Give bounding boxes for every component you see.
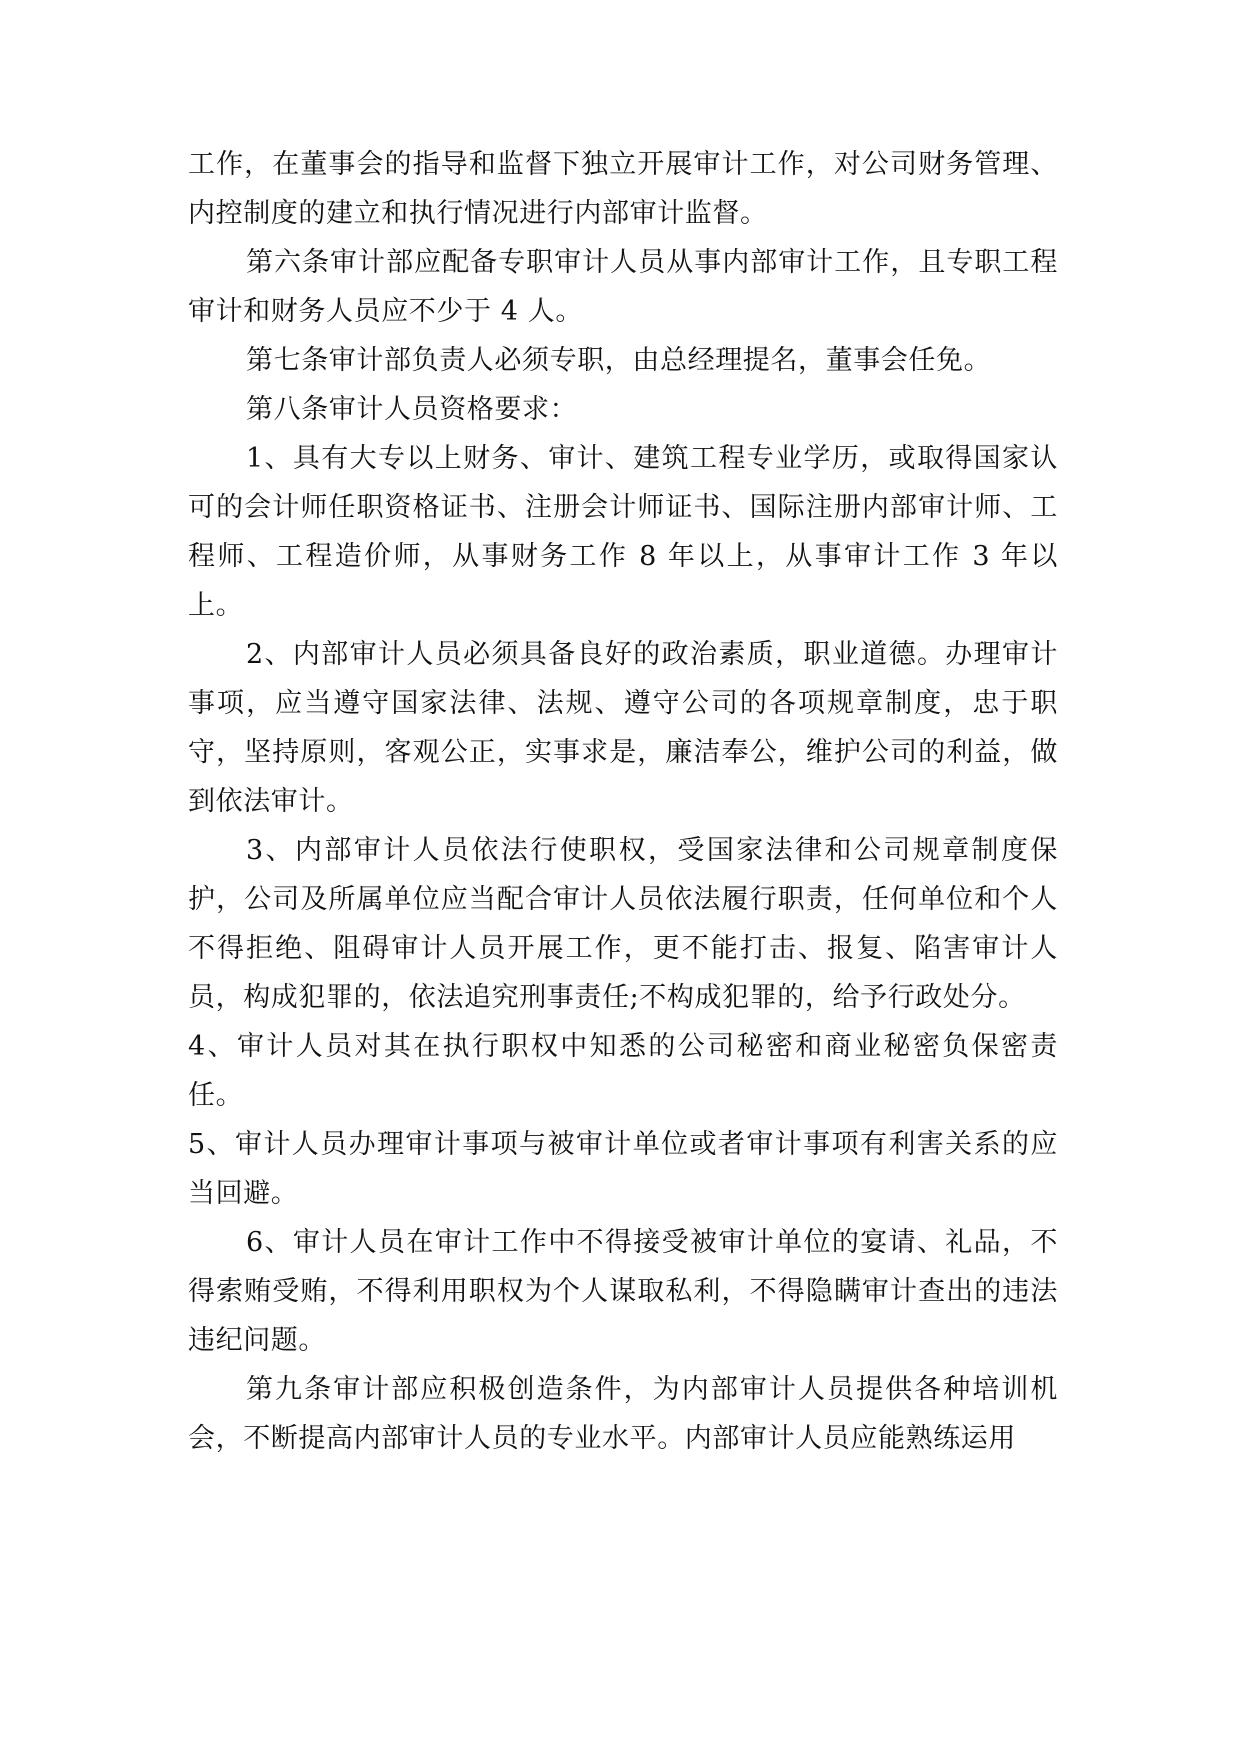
paragraph-item-3: 3、内部审计人员依法行使职权，受国家法律和公司规章制度保护，公司及所属单位应当配合审计人员依法履行职责，任何单位和个人不得拒绝、阻碍审计人员开展工作，更不能打击、报复、陷害审计人员，构成犯罪的，依法追究刑事责任;不构成犯罪的，给予行政处分。: [188, 835, 1058, 1013]
paragraph-item-2: 2、内部审计人员必须具备良好的政治素质，职业道德。办理审计事项，应当遵守国家法律、法规、遵守公司的各项规章制度，忠于职守，坚持原则，客观公正，实事求是，廉洁奉公，维护公司的利益，做到依法审计。: [188, 639, 1058, 817]
paragraph-item-1: 1、具有大专以上财务、审计、建筑工程专业学历，或取得国家认可的会计师任职资格证书、注册会计师证书、国际注册内部审计师、工程师、工程造价师，从事财务工作 8 年以上，从事审计工作 3 年以上。: [188, 443, 1058, 621]
paragraph-item-4: 4、审计人员对其在执行职权中知悉的公司秘密和商业秘密负保密责任。: [188, 1031, 1058, 1111]
paragraph-item-6: 6、审计人员在审计工作中不得接受被审计单位的宴请、礼品，不得索贿受贿，不得利用职权为个人谋取私利，不得隐瞒审计查出的违法违纪问题。: [188, 1227, 1058, 1356]
paragraph-continuation: 工作，在董事会的指导和监督下独立开展审计工作，对公司财务管理、内控制度的建立和执行情况进行内部审计监督。: [188, 149, 1058, 229]
paragraph-article-9: 第九条审计部应积极创造条件，为内部审计人员提供各种培训机会，不断提高内部审计人员的专业水平。内部审计人员应能熟练运用: [188, 1374, 1058, 1454]
paragraph-article-6: 第六条审计部应配备专职审计人员从事内部审计工作，且专职工程审计和财务人员应不少于 4 人。: [188, 247, 1058, 327]
paragraph-article-8: 第八条审计人员资格要求：: [246, 394, 578, 425]
paragraph-item-5: 5、审计人员办理审计事项与被审计单位或者审计事项有利害关系的应当回避。: [188, 1129, 1058, 1209]
paragraph-article-7: 第七条审计部负责人必须专职，由总经理提名，董事会任免。: [246, 345, 992, 376]
document-body: [188, 140, 1058, 1463]
